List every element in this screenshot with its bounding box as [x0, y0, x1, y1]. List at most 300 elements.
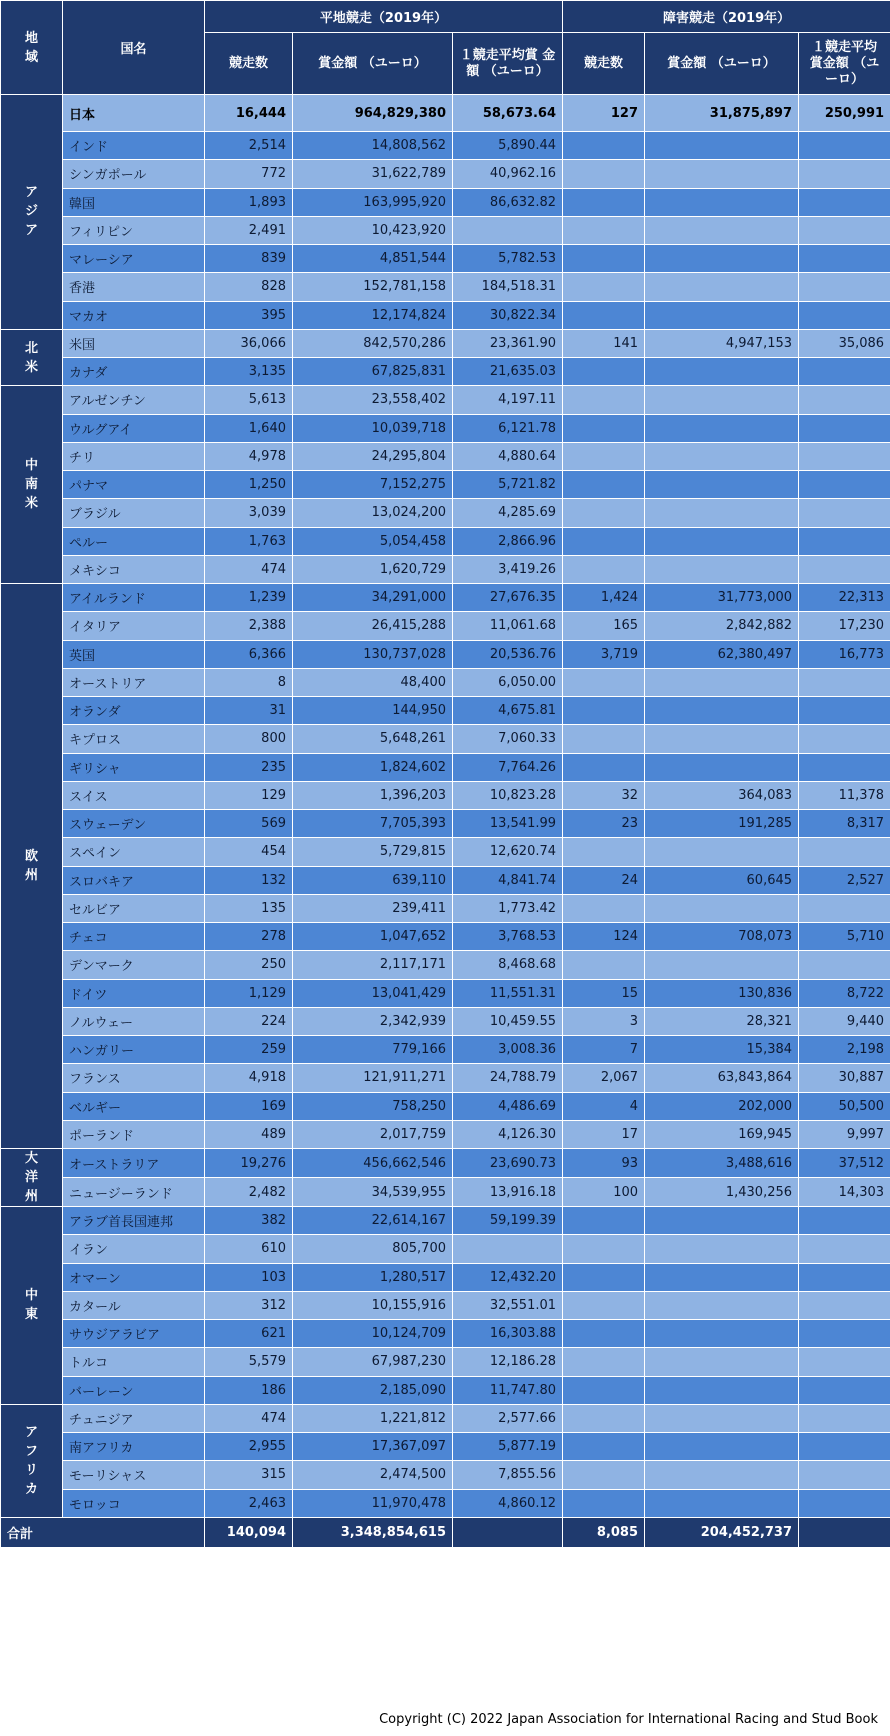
flat-prize-cell: 1,620,729: [293, 555, 453, 583]
flat-races-cell: 454: [205, 838, 293, 866]
flat-races-cell: 474: [205, 1404, 293, 1432]
flat-prize-cell: 24,295,804: [293, 442, 453, 470]
jump-races-cell: [563, 245, 645, 273]
jump-prize-cell: [645, 725, 799, 753]
jump-prize-cell: [645, 1263, 799, 1291]
flat-races-cell: 382: [205, 1207, 293, 1235]
jump-races-cell: [563, 1376, 645, 1404]
table-row: [1, 1007, 890, 1035]
country-name-cell: モーリシャス: [63, 1461, 205, 1489]
flat-prize-cell: 13,041,429: [293, 979, 453, 1007]
jump-prize-cell: 169,945: [645, 1120, 799, 1148]
jump-races-cell: [563, 358, 645, 386]
flat-races-cell: 1,763: [205, 527, 293, 555]
flat-races-cell: 31: [205, 697, 293, 725]
jump-average-cell: [799, 386, 890, 414]
flat-prize-cell: 779,166: [293, 1036, 453, 1064]
jump-average-cell: 37,512: [799, 1149, 890, 1178]
flat-prize-cell: 1,824,602: [293, 753, 453, 781]
table-row: [1, 329, 890, 357]
flat-races-cell: 312: [205, 1291, 293, 1319]
jump-prize-cell: 364,083: [645, 781, 799, 809]
jump-prize-cell: [645, 1235, 799, 1263]
jump-average-cell: [799, 753, 890, 781]
table-row: [1, 1433, 890, 1461]
flat-prize-cell: 1,396,203: [293, 781, 453, 809]
flat-prize-cell: 48,400: [293, 668, 453, 696]
jump-prize-cell: [645, 132, 799, 160]
flat-average-cell: 5,890.44: [453, 132, 563, 160]
flat-average-cell: 32,551.01: [453, 1291, 563, 1319]
jump-prize-cell: [645, 838, 799, 866]
country-name-cell: スロバキア: [63, 866, 205, 894]
flat-races-cell: 235: [205, 753, 293, 781]
jump-prize-cell: 130,836: [645, 979, 799, 1007]
flat-prize-cell: 67,987,230: [293, 1348, 453, 1376]
table-row: [1, 866, 890, 894]
flat-average-cell: [453, 1235, 563, 1263]
flat-average-cell: [453, 216, 563, 244]
jump-races-cell: [563, 725, 645, 753]
country-name-cell: マカオ: [63, 301, 205, 329]
flat-average-cell: 30,822.34: [453, 301, 563, 329]
flat-races-cell: 16,444: [205, 95, 293, 132]
flat-races-cell: 5,579: [205, 1348, 293, 1376]
flat-races-cell: 3,135: [205, 358, 293, 386]
flat-races-cell: 2,514: [205, 132, 293, 160]
flat-average-cell: 184,518.31: [453, 273, 563, 301]
table-row: [1, 216, 890, 244]
flat-races-cell: 621: [205, 1320, 293, 1348]
jump-prize-cell: [645, 1320, 799, 1348]
jump-races-cell: [563, 414, 645, 442]
jump-average-cell: 9,440: [799, 1007, 890, 1035]
region-cell: [1, 584, 63, 1149]
jump-prize-cell: 31,875,897: [645, 95, 799, 132]
table-row: [1, 584, 890, 612]
flat-races-cell: 2,388: [205, 612, 293, 640]
country-name-cell: パナマ: [63, 471, 205, 499]
flat-average-cell: 4,880.64: [453, 442, 563, 470]
total-flat-average: [453, 1517, 563, 1547]
jump-average-cell: [799, 1291, 890, 1319]
country-name-cell: フランス: [63, 1064, 205, 1092]
flat-prize-cell: 67,825,831: [293, 358, 453, 386]
flat-races-cell: 135: [205, 894, 293, 922]
flat-races-cell: 129: [205, 781, 293, 809]
table-row: [1, 358, 890, 386]
jump-races-cell: 2,067: [563, 1064, 645, 1092]
country-name-cell: オランダ: [63, 697, 205, 725]
region-label: 欧州: [24, 849, 38, 883]
flat-prize-cell: 12,174,824: [293, 301, 453, 329]
flat-average-cell: 1,773.42: [453, 894, 563, 922]
flat-average-cell: 13,916.18: [453, 1178, 563, 1207]
flat-races-cell: 250: [205, 951, 293, 979]
jump-average-cell: 250,991: [799, 95, 890, 132]
table-row: [1, 923, 890, 951]
table-row: [1, 273, 890, 301]
country-name-cell: セルビア: [63, 894, 205, 922]
flat-prize-cell: 121,911,271: [293, 1064, 453, 1092]
jump-average-cell: [799, 245, 890, 273]
country-name-cell: チェコ: [63, 923, 205, 951]
flat-average-cell: 7,855.56: [453, 1461, 563, 1489]
table-row: [1, 781, 890, 809]
jump-average-cell: [799, 894, 890, 922]
flat-races-cell: 474: [205, 555, 293, 583]
jump-average-cell: [799, 414, 890, 442]
table-row: [1, 414, 890, 442]
jump-races-cell: [563, 1348, 645, 1376]
flat-average-cell: 4,860.12: [453, 1489, 563, 1517]
jump-prize-cell: 2,842,882: [645, 612, 799, 640]
jump-races-cell: 32: [563, 781, 645, 809]
jump-average-cell: 16,773: [799, 640, 890, 668]
jump-average-cell: [799, 188, 890, 216]
flat-prize-cell: 10,155,916: [293, 1291, 453, 1319]
jump-prize-cell: [645, 527, 799, 555]
jump-racing-header: 障害競走（2019年）: [563, 1, 890, 33]
jump-races-cell: [563, 1291, 645, 1319]
flat-average-cell: 11,551.31: [453, 979, 563, 1007]
total-label: 合計: [1, 1517, 205, 1547]
jump-average-cell: 30,887: [799, 1064, 890, 1092]
jump-average-cell: [799, 668, 890, 696]
table-row: [1, 668, 890, 696]
country-name-cell: ポーランド: [63, 1120, 205, 1148]
jump-races-cell: [563, 951, 645, 979]
region-cell: [1, 329, 63, 386]
jump-average-cell: [799, 358, 890, 386]
jump-average-cell: 5,710: [799, 923, 890, 951]
jump-races-cell: [563, 1263, 645, 1291]
flat-prize-cell: 2,342,939: [293, 1007, 453, 1035]
jump-prize-cell: [645, 273, 799, 301]
table-row: [1, 1461, 890, 1489]
jump-prize-cell: [645, 1207, 799, 1235]
flat-races-cell: 186: [205, 1376, 293, 1404]
jump-races-cell: [563, 442, 645, 470]
jump-average-cell: [799, 1320, 890, 1348]
flat-prize-cell: 4,851,544: [293, 245, 453, 273]
flat-average-cell: 3,419.26: [453, 555, 563, 583]
country-name-cell: ニュージーランド: [63, 1178, 205, 1207]
jump-average-cell: [799, 1433, 890, 1461]
table-row: [1, 1207, 890, 1235]
flat-prize-cell: 163,995,920: [293, 188, 453, 216]
flat-prize-cell: 456,662,546: [293, 1149, 453, 1178]
flat-average-cell: 5,721.82: [453, 471, 563, 499]
jump-races-cell: [563, 386, 645, 414]
jump-average-cell: [799, 1207, 890, 1235]
table-row: [1, 386, 890, 414]
table-row: [1, 1320, 890, 1348]
flat-races-cell: 1,640: [205, 414, 293, 442]
jump-average-cell: [799, 1404, 890, 1432]
flat-races-cell: 569: [205, 810, 293, 838]
jump-races-cell: [563, 216, 645, 244]
flat-races-cell: 259: [205, 1036, 293, 1064]
jump-average-cell: [799, 527, 890, 555]
flat-prize-cell: 10,124,709: [293, 1320, 453, 1348]
jump-average-cell: 2,198: [799, 1036, 890, 1064]
flat-average-cell: 4,197.11: [453, 386, 563, 414]
country-name-cell: カナダ: [63, 358, 205, 386]
flat-prize-cell: 34,291,000: [293, 584, 453, 612]
flat-average-cell: 6,121.78: [453, 414, 563, 442]
total-flat-prize: 3,348,854,615: [293, 1517, 453, 1547]
flat-average-cell: 86,632.82: [453, 188, 563, 216]
region-label: アジア: [24, 185, 38, 239]
jump-races-cell: [563, 188, 645, 216]
jump-prize-cell: [645, 697, 799, 725]
jump-average-cell: [799, 442, 890, 470]
flat-average-cell: 5,782.53: [453, 245, 563, 273]
total-jump-prize: 204,452,737: [645, 1517, 799, 1547]
country-name-cell: ハンガリー: [63, 1036, 205, 1064]
jump-average-cell: [799, 1235, 890, 1263]
flat-prize-cell: 13,024,200: [293, 499, 453, 527]
jump-prize-cell: 31,773,000: [645, 584, 799, 612]
jump-races-cell: [563, 555, 645, 583]
jump-prize-cell: [645, 668, 799, 696]
flat-prize-cell: 2,117,171: [293, 951, 453, 979]
flat-races-cell: 828: [205, 273, 293, 301]
flat-average-cell: 2,866.96: [453, 527, 563, 555]
jump-prize-cell: 4,947,153: [645, 329, 799, 357]
jump-average-cell: 8,722: [799, 979, 890, 1007]
table-row: [1, 1235, 890, 1263]
flat-average-cell: 3,768.53: [453, 923, 563, 951]
country-name-cell: ドイツ: [63, 979, 205, 1007]
table-row: [1, 95, 890, 132]
country-name-cell: ギリシャ: [63, 753, 205, 781]
table-row: [1, 499, 890, 527]
jump-prize-cell: 28,321: [645, 1007, 799, 1035]
flat-prize-cell: 805,700: [293, 1235, 453, 1263]
flat-average-cell: 11,061.68: [453, 612, 563, 640]
table-row: [1, 640, 890, 668]
jump-prize-cell: [645, 753, 799, 781]
country-name-cell: 米国: [63, 329, 205, 357]
region-cell: [1, 1404, 63, 1517]
country-name-cell: オマーン: [63, 1263, 205, 1291]
flat-racing-header: 平地競走（2019年）: [205, 1, 563, 33]
jump-races-cell: 15: [563, 979, 645, 1007]
flat-prize-cell: 5,054,458: [293, 527, 453, 555]
flat-races-cell: 1,129: [205, 979, 293, 1007]
jump-prize-cell: 191,285: [645, 810, 799, 838]
jump-average-cell: [799, 725, 890, 753]
country-name-cell: キプロス: [63, 725, 205, 753]
flat-races-cell: 839: [205, 245, 293, 273]
total-jump-average: [799, 1517, 890, 1547]
table-row: [1, 725, 890, 753]
table-row: [1, 1348, 890, 1376]
country-name-cell: チュニジア: [63, 1404, 205, 1432]
flat-prize-cell: 639,110: [293, 866, 453, 894]
flat-races-cell: 19,276: [205, 1149, 293, 1178]
country-name-cell: スウェーデン: [63, 810, 205, 838]
table-row: [1, 697, 890, 725]
jump-races-cell: [563, 160, 645, 188]
flat-races-cell: 103: [205, 1263, 293, 1291]
flat-prize-cell: 842,570,286: [293, 329, 453, 357]
country-name-cell: 香港: [63, 273, 205, 301]
table-row: [1, 1263, 890, 1291]
table-row: [1, 132, 890, 160]
jump-average-cell: 35,086: [799, 329, 890, 357]
jump-prize-header: 賞金額 （ユーロ）: [645, 33, 799, 95]
jump-average-cell: [799, 1263, 890, 1291]
flat-prize-cell: 31,622,789: [293, 160, 453, 188]
jump-average-cell: [799, 555, 890, 583]
country-name-cell: モロッコ: [63, 1489, 205, 1517]
country-name-cell: トルコ: [63, 1348, 205, 1376]
jump-prize-cell: [645, 245, 799, 273]
flat-races-cell: 3,039: [205, 499, 293, 527]
jump-races-cell: 124: [563, 923, 645, 951]
country-name-cell: ウルグアイ: [63, 414, 205, 442]
jump-prize-cell: [645, 1291, 799, 1319]
table-row: [1, 527, 890, 555]
flat-average-cell: 12,186.28: [453, 1348, 563, 1376]
flat-prize-cell: 1,221,812: [293, 1404, 453, 1432]
flat-prize-cell: 5,648,261: [293, 725, 453, 753]
table-row: [1, 1149, 890, 1178]
jump-races-cell: [563, 1207, 645, 1235]
jump-prize-cell: [645, 951, 799, 979]
country-header: 国名: [63, 1, 205, 95]
jump-races-cell: 17: [563, 1120, 645, 1148]
jump-prize-cell: [645, 1376, 799, 1404]
jump-races-cell: 3,719: [563, 640, 645, 668]
flat-average-cell: 10,823.28: [453, 781, 563, 809]
jump-races-cell: 141: [563, 329, 645, 357]
jump-races-cell: 3: [563, 1007, 645, 1035]
jump-races-cell: [563, 499, 645, 527]
country-name-cell: バーレーン: [63, 1376, 205, 1404]
flat-average-cell: 24,788.79: [453, 1064, 563, 1092]
jump-races-cell: 127: [563, 95, 645, 132]
table-row: [1, 951, 890, 979]
jump-races-cell: 7: [563, 1036, 645, 1064]
flat-average-cell: 4,285.69: [453, 499, 563, 527]
flat-average-cell: 2,577.66: [453, 1404, 563, 1432]
jump-prize-cell: 60,645: [645, 866, 799, 894]
table-row: [1, 979, 890, 1007]
total-row: [1, 1517, 890, 1547]
table-row: [1, 810, 890, 838]
flat-average-cell: 4,675.81: [453, 697, 563, 725]
flat-average-cell: 11,747.80: [453, 1376, 563, 1404]
total-jump-races: 8,085: [563, 1517, 645, 1547]
table-row: [1, 160, 890, 188]
country-name-cell: イタリア: [63, 612, 205, 640]
flat-prize-cell: 26,415,288: [293, 612, 453, 640]
flat-average-cell: 27,676.35: [453, 584, 563, 612]
flat-prize-cell: 758,250: [293, 1092, 453, 1120]
jump-races-cell: [563, 838, 645, 866]
flat-races-cell: 1,893: [205, 188, 293, 216]
table-row: [1, 1120, 890, 1148]
table-row: [1, 1489, 890, 1517]
flat-prize-cell: 1,280,517: [293, 1263, 453, 1291]
table-row: [1, 301, 890, 329]
flat-average-cell: 6,050.00: [453, 668, 563, 696]
jump-average-cell: [799, 1348, 890, 1376]
flat-races-cell: 169: [205, 1092, 293, 1120]
flat-average-cell: 7,764.26: [453, 753, 563, 781]
table-row: [1, 838, 890, 866]
flat-races-cell: 772: [205, 160, 293, 188]
country-name-cell: ベルギー: [63, 1092, 205, 1120]
country-name-cell: マレーシア: [63, 245, 205, 273]
jump-races-cell: [563, 668, 645, 696]
jump-prize-cell: [645, 1461, 799, 1489]
flat-average-cell: 23,361.90: [453, 329, 563, 357]
jump-average-cell: 2,527: [799, 866, 890, 894]
jump-average-header: １競走平均 賞金額 （ユーロ）: [799, 33, 890, 95]
table-row: [1, 894, 890, 922]
flat-prize-cell: 22,614,167: [293, 1207, 453, 1235]
table-row: [1, 188, 890, 216]
flat-average-cell: 20,536.76: [453, 640, 563, 668]
country-name-cell: 南アフリカ: [63, 1433, 205, 1461]
jump-races-cell: [563, 1433, 645, 1461]
jump-prize-cell: [645, 414, 799, 442]
jump-prize-cell: [645, 1348, 799, 1376]
country-name-cell: メキシコ: [63, 555, 205, 583]
table-row: [1, 753, 890, 781]
flat-races-cell: 2,482: [205, 1178, 293, 1207]
flat-prize-cell: 144,950: [293, 697, 453, 725]
jump-prize-cell: 202,000: [645, 1092, 799, 1120]
flat-prize-cell: 17,367,097: [293, 1433, 453, 1461]
jump-races-cell: [563, 527, 645, 555]
country-name-cell: ペルー: [63, 527, 205, 555]
jump-average-cell: [799, 301, 890, 329]
jump-average-cell: [799, 273, 890, 301]
jump-prize-cell: [645, 386, 799, 414]
jump-prize-cell: 1,430,256: [645, 1178, 799, 1207]
jump-average-cell: 50,500: [799, 1092, 890, 1120]
table-row: [1, 1178, 890, 1207]
jump-prize-cell: [645, 1404, 799, 1432]
region-cell: [1, 386, 63, 584]
jump-prize-cell: 63,843,864: [645, 1064, 799, 1092]
region-label: 中南米: [24, 458, 38, 512]
jump-races-cell: 24: [563, 866, 645, 894]
jump-races-cell: [563, 132, 645, 160]
country-name-cell: 日本: [63, 95, 205, 132]
flat-average-cell: 13,541.99: [453, 810, 563, 838]
total-flat-races: 140,094: [205, 1517, 293, 1547]
jump-races-cell: 165: [563, 612, 645, 640]
country-name-cell: オーストラリア: [63, 1149, 205, 1178]
flat-average-cell: 8,468.68: [453, 951, 563, 979]
jump-races-cell: [563, 471, 645, 499]
table-row: [1, 1036, 890, 1064]
table-row: [1, 245, 890, 273]
flat-average-cell: 16,303.88: [453, 1320, 563, 1348]
flat-prize-cell: 239,411: [293, 894, 453, 922]
jump-races-cell: [563, 301, 645, 329]
region-label: 中東: [24, 1288, 38, 1323]
table-row: [1, 1376, 890, 1404]
jump-prize-cell: [645, 216, 799, 244]
